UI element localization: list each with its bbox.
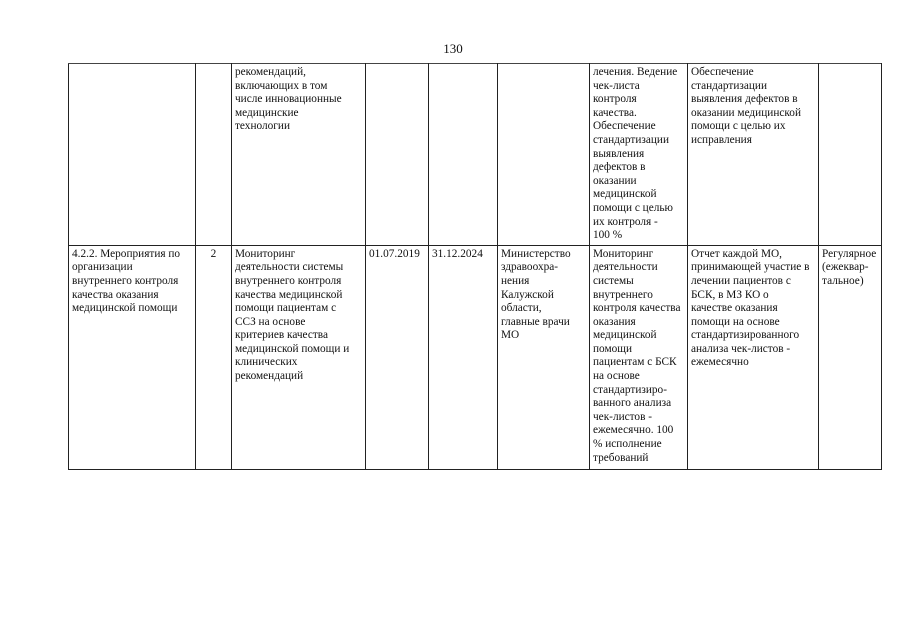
cell-end-date xyxy=(429,64,498,246)
cell-event: 4.2.2. Мероприятия по организации внутреннего контроля качества оказания медицинской помощи xyxy=(69,245,196,469)
cell-number xyxy=(196,64,232,246)
cell-indicator: лечения. Ведение чек-листа контроля качества. Обеспечение стандартизации выявления дефектов в оказании медицинской помощи с целью их контроля - 100 % xyxy=(590,64,688,246)
cell-end-date: 31.12.2024 xyxy=(429,245,498,469)
table-row xyxy=(69,245,882,469)
table-row xyxy=(69,64,882,246)
cell-indicator: Мониторинг деятельности системы внутреннего контроля качества оказания медицинской помощи пациентам с БСК на основе стандартизиро- ванного анализа чек-листов - ежемесячно. 100 % исполнение требований xyxy=(590,245,688,469)
cell-result: Обеспечение стандартизации выявления дефектов в оказании медицинской помощи с целью их исправления xyxy=(688,64,819,246)
cell-frequency xyxy=(819,64,882,246)
cell-start-date: 01.07.2019 xyxy=(366,245,429,469)
cell-responsible xyxy=(498,64,590,246)
cell-name: Мониторинг деятельности системы внутреннего контроля качества медицинской помощи пациентам с ССЗ на основе критериев качества медицинской помощи и клинических рекомендаций xyxy=(232,245,366,469)
cell-start-date xyxy=(366,64,429,246)
cell-result: Отчет каждой МО, принимающей участие в лечении пациентов с БСК, в МЗ КО о качестве оказания помощи на основе стандартизированного анализа чек-листов - ежемесячно xyxy=(688,245,819,469)
cell-responsible: Министерство здравоохра- нения Калужской области, главные врачи МО xyxy=(498,245,590,469)
cell-event xyxy=(69,64,196,246)
cell-frequency: Регулярное (ежеквар- тальное) xyxy=(819,245,882,469)
activity-table xyxy=(68,63,882,470)
page-number: 130 xyxy=(443,41,463,56)
cell-name: рекомендаций, включающих в том числе инновационные медицинские технологии xyxy=(232,64,366,246)
cell-number: 2 xyxy=(196,245,232,469)
